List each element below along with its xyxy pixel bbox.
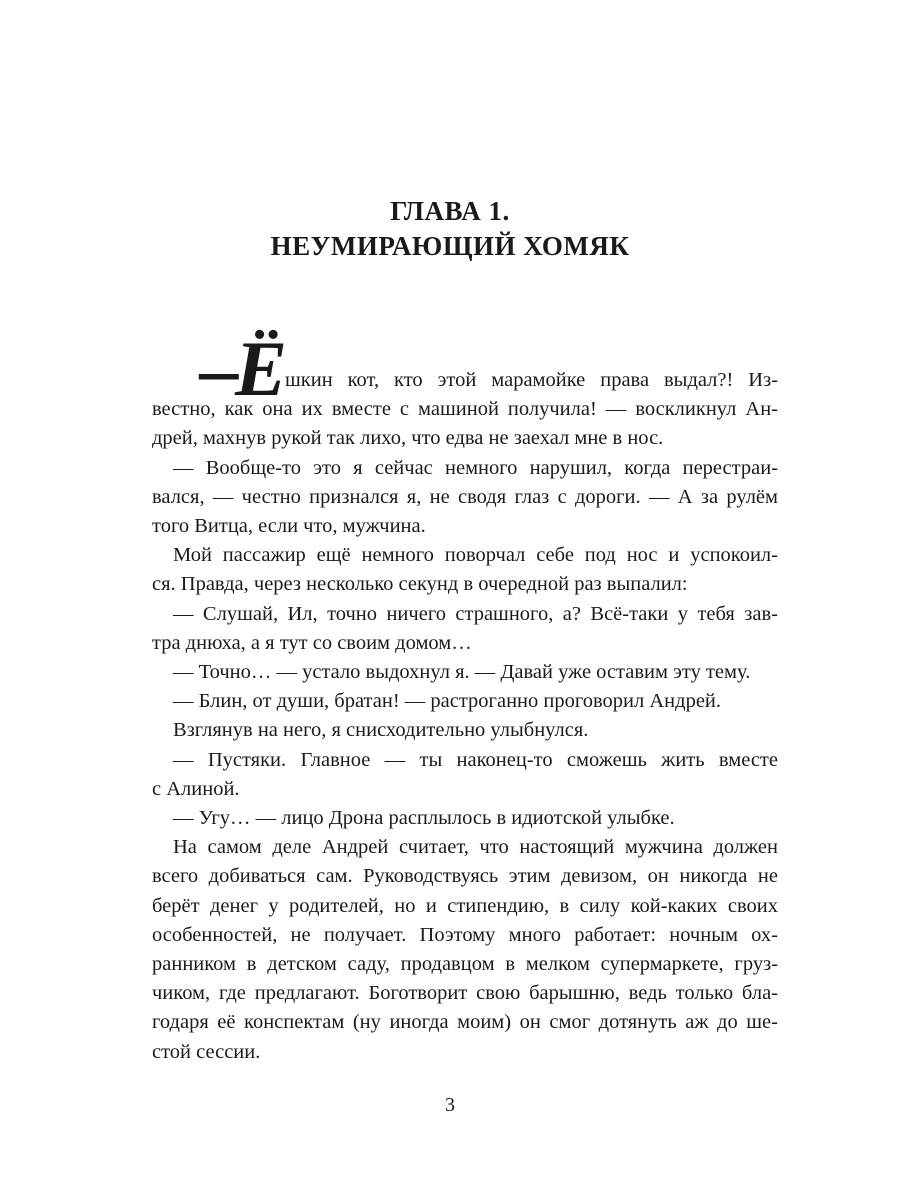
text-line: с Алиной.	[152, 777, 240, 800]
chapter-body	[152, 325, 778, 1067]
page-number: 3	[445, 1094, 455, 1116]
text-line: особенностей, не получает. Поэтому много работает: ночным ох-	[152, 923, 778, 946]
text-line: — Пустяки. Главное — ты наконец-то сможешь жить вместе	[173, 748, 778, 771]
text-line: дрей, махнув рукой так лихо, что едва не заехал мне в нос.	[152, 427, 664, 450]
drop-cap: –Ё	[200, 325, 284, 412]
text-line: вестно, как она их вместе с машиной получила! — воскликнул Ан-	[152, 398, 778, 421]
text-line: вался, — честно признался я, не сводя глаз с дороги. — А за рулём	[152, 485, 778, 508]
chapter-title: НЕУМИРАЮЩИЙ ХОМЯК	[270, 231, 630, 261]
text-line: шкин кот, кто этой марамойке права выдал?! Из-	[285, 369, 778, 391]
text-line: — Угу… — лицо Дрона расплылось в идиотской улыбке.	[173, 807, 675, 830]
text-line: — Вообще-то это я сейчас немного нарушил, когда перестраи-	[173, 456, 778, 479]
text-line: На самом деле Андрей считает, что настоящий мужчина должен	[173, 836, 778, 859]
text-line: берёт денег у родителей, но и стипендию, в силу кой-каких своих	[152, 894, 778, 917]
text-line: Мой пассажир ещё немного поворчал себе под нос и успокоил-	[173, 544, 778, 567]
text-line: стой сессии.	[152, 1040, 261, 1063]
text-line: ранником в детском саду, продавцом в мелком супермаркете, груз-	[152, 953, 778, 976]
chapter-label: ГЛАВА 1.	[390, 196, 510, 226]
text-line: — Блин, от души, братан! — растроганно проговорил Андрей.	[173, 690, 722, 713]
text-line: того Витца, если что, мужчина.	[152, 515, 426, 538]
text-line: — Точно… — устало выдохнул я. — Давай уже оставим эту тему.	[173, 661, 751, 684]
text-line: чиком, где предлагают. Боготворит свою барышню, ведь только бла-	[152, 982, 778, 1005]
text-line: тра днюха, а я тут со своим домом…	[152, 631, 472, 654]
text-line: — Слушай, Ил, точно ничего страшного, а? Всё-таки у тебя зав-	[173, 602, 778, 625]
text-line: ся. Правда, через несколько секунд в очередной раз выпалил:	[152, 573, 688, 596]
text-line: годаря её конспектам (ну иногда моим) он смог дотянуть аж до ше-	[152, 1011, 778, 1034]
text-line: всего добиваться сам. Руководствуясь этим девизом, он никогда не	[152, 865, 778, 888]
text-line: Взглянув на него, я снисходительно улыбнулся.	[173, 719, 589, 742]
